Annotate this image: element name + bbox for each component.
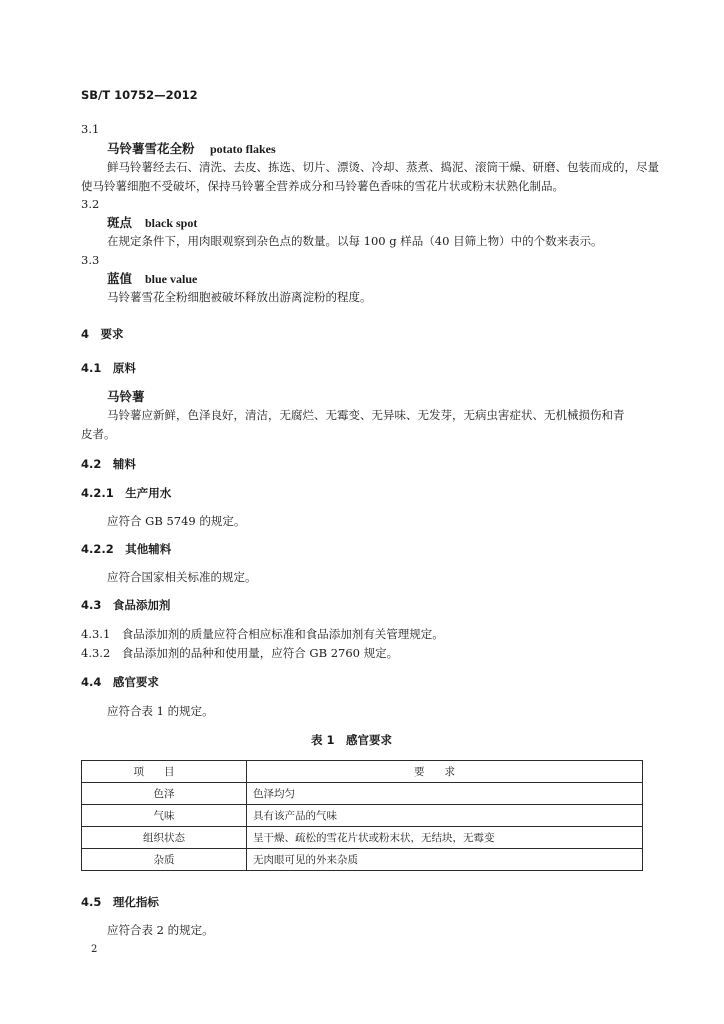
section-heading: 4.5 理化指标	[81, 895, 159, 909]
table-header-cell: 项目	[82, 761, 247, 783]
table-cell: 具有该产品的气味	[247, 805, 643, 827]
table-row	[82, 827, 643, 849]
term-en: blue value	[145, 272, 198, 286]
table-row	[82, 849, 643, 871]
table-cell: 组织状态	[82, 827, 247, 849]
section-heading: 4 要求	[81, 327, 124, 341]
section-heading: 4.4 感官要求	[81, 675, 159, 689]
definition-line: 在规定条件下，用肉眼观察到杂色点的数量。以每 100 g 样品（40 目筛上物）中的个数来表示。	[107, 234, 603, 248]
term-en: potato flakes	[210, 142, 276, 156]
definition-line: 马铃薯雪花全粉细胞被破坏释放出游离淀粉的程度。	[107, 290, 372, 304]
definition-line: 鲜马铃薯经去石、清洗、去皮、拣选、切片、漂烫、冷却、蒸煮、捣泥、滚筒干燥、研磨、包装而成的，尽量	[107, 160, 659, 174]
sensory-requirements-table	[81, 760, 643, 871]
table-caption: 表 1 感官要求	[311, 733, 393, 747]
paragraph-line: 皮者。	[81, 427, 116, 441]
section-heading: 4.1 原料	[81, 361, 136, 375]
table-cell: 色泽均匀	[247, 783, 643, 805]
page-number: 2	[91, 944, 98, 955]
definition-line: 使马铃薯细胞不受破坏，保持马铃薯全营养成分和马铃薯色香味的雪花片状或粉末状熟化制品。	[81, 179, 564, 193]
paragraph-line: 应符合 GB 5749 的规定。	[107, 514, 246, 528]
table-cell: 杂质	[82, 849, 247, 871]
section-heading: 4.2 辅料	[81, 457, 136, 471]
section-heading: 4.2.1 生产用水	[81, 486, 172, 500]
term-en: black spot	[145, 216, 198, 230]
table-row	[82, 783, 643, 805]
table-cell: 呈干燥、疏松的雪花片状或粉末状，无结块，无霉变	[247, 827, 643, 849]
table-header-row	[82, 761, 643, 783]
paragraph-line: 应符合表 2 的规定。	[107, 923, 214, 937]
section-heading: 4.2.2 其他辅料	[81, 542, 172, 556]
term-zh: 斑点	[107, 215, 133, 230]
paragraph-line: 应符合表 1 的规定。	[107, 704, 214, 718]
section-number: 3.2	[81, 197, 100, 211]
subheading: 马铃薯	[107, 389, 145, 404]
paragraph-line: 4.3.1 食品添加剂的质量应符合相应标准和食品添加剂有关管理规定。	[81, 627, 444, 641]
term-zh: 蓝值	[107, 271, 133, 286]
section-number: 3.1	[81, 122, 100, 136]
standard-code: SB/T 10752—2012	[81, 88, 198, 102]
section-heading: 4.3 食品添加剂	[81, 598, 171, 612]
term-zh: 马铃薯雪花全粉	[107, 141, 195, 156]
paragraph-line: 马铃薯应新鲜，色泽良好，清洁，无腐烂、无霉变、无异味、无发芽，无病虫害症状、无机械损伤和青	[107, 408, 625, 422]
paragraph-line: 4.3.2 食品添加剂的品种和使用量，应符合 GB 2760 规定。	[81, 646, 399, 660]
table-row	[82, 805, 643, 827]
table-cell: 色泽	[82, 783, 247, 805]
table-cell: 无肉眼可见的外来杂质	[247, 849, 643, 871]
table-header-cell: 要求	[247, 761, 643, 783]
paragraph-line: 应符合国家相关标准的规定。	[107, 570, 257, 584]
section-number: 3.3	[81, 253, 100, 267]
table-cell: 气味	[82, 805, 247, 827]
